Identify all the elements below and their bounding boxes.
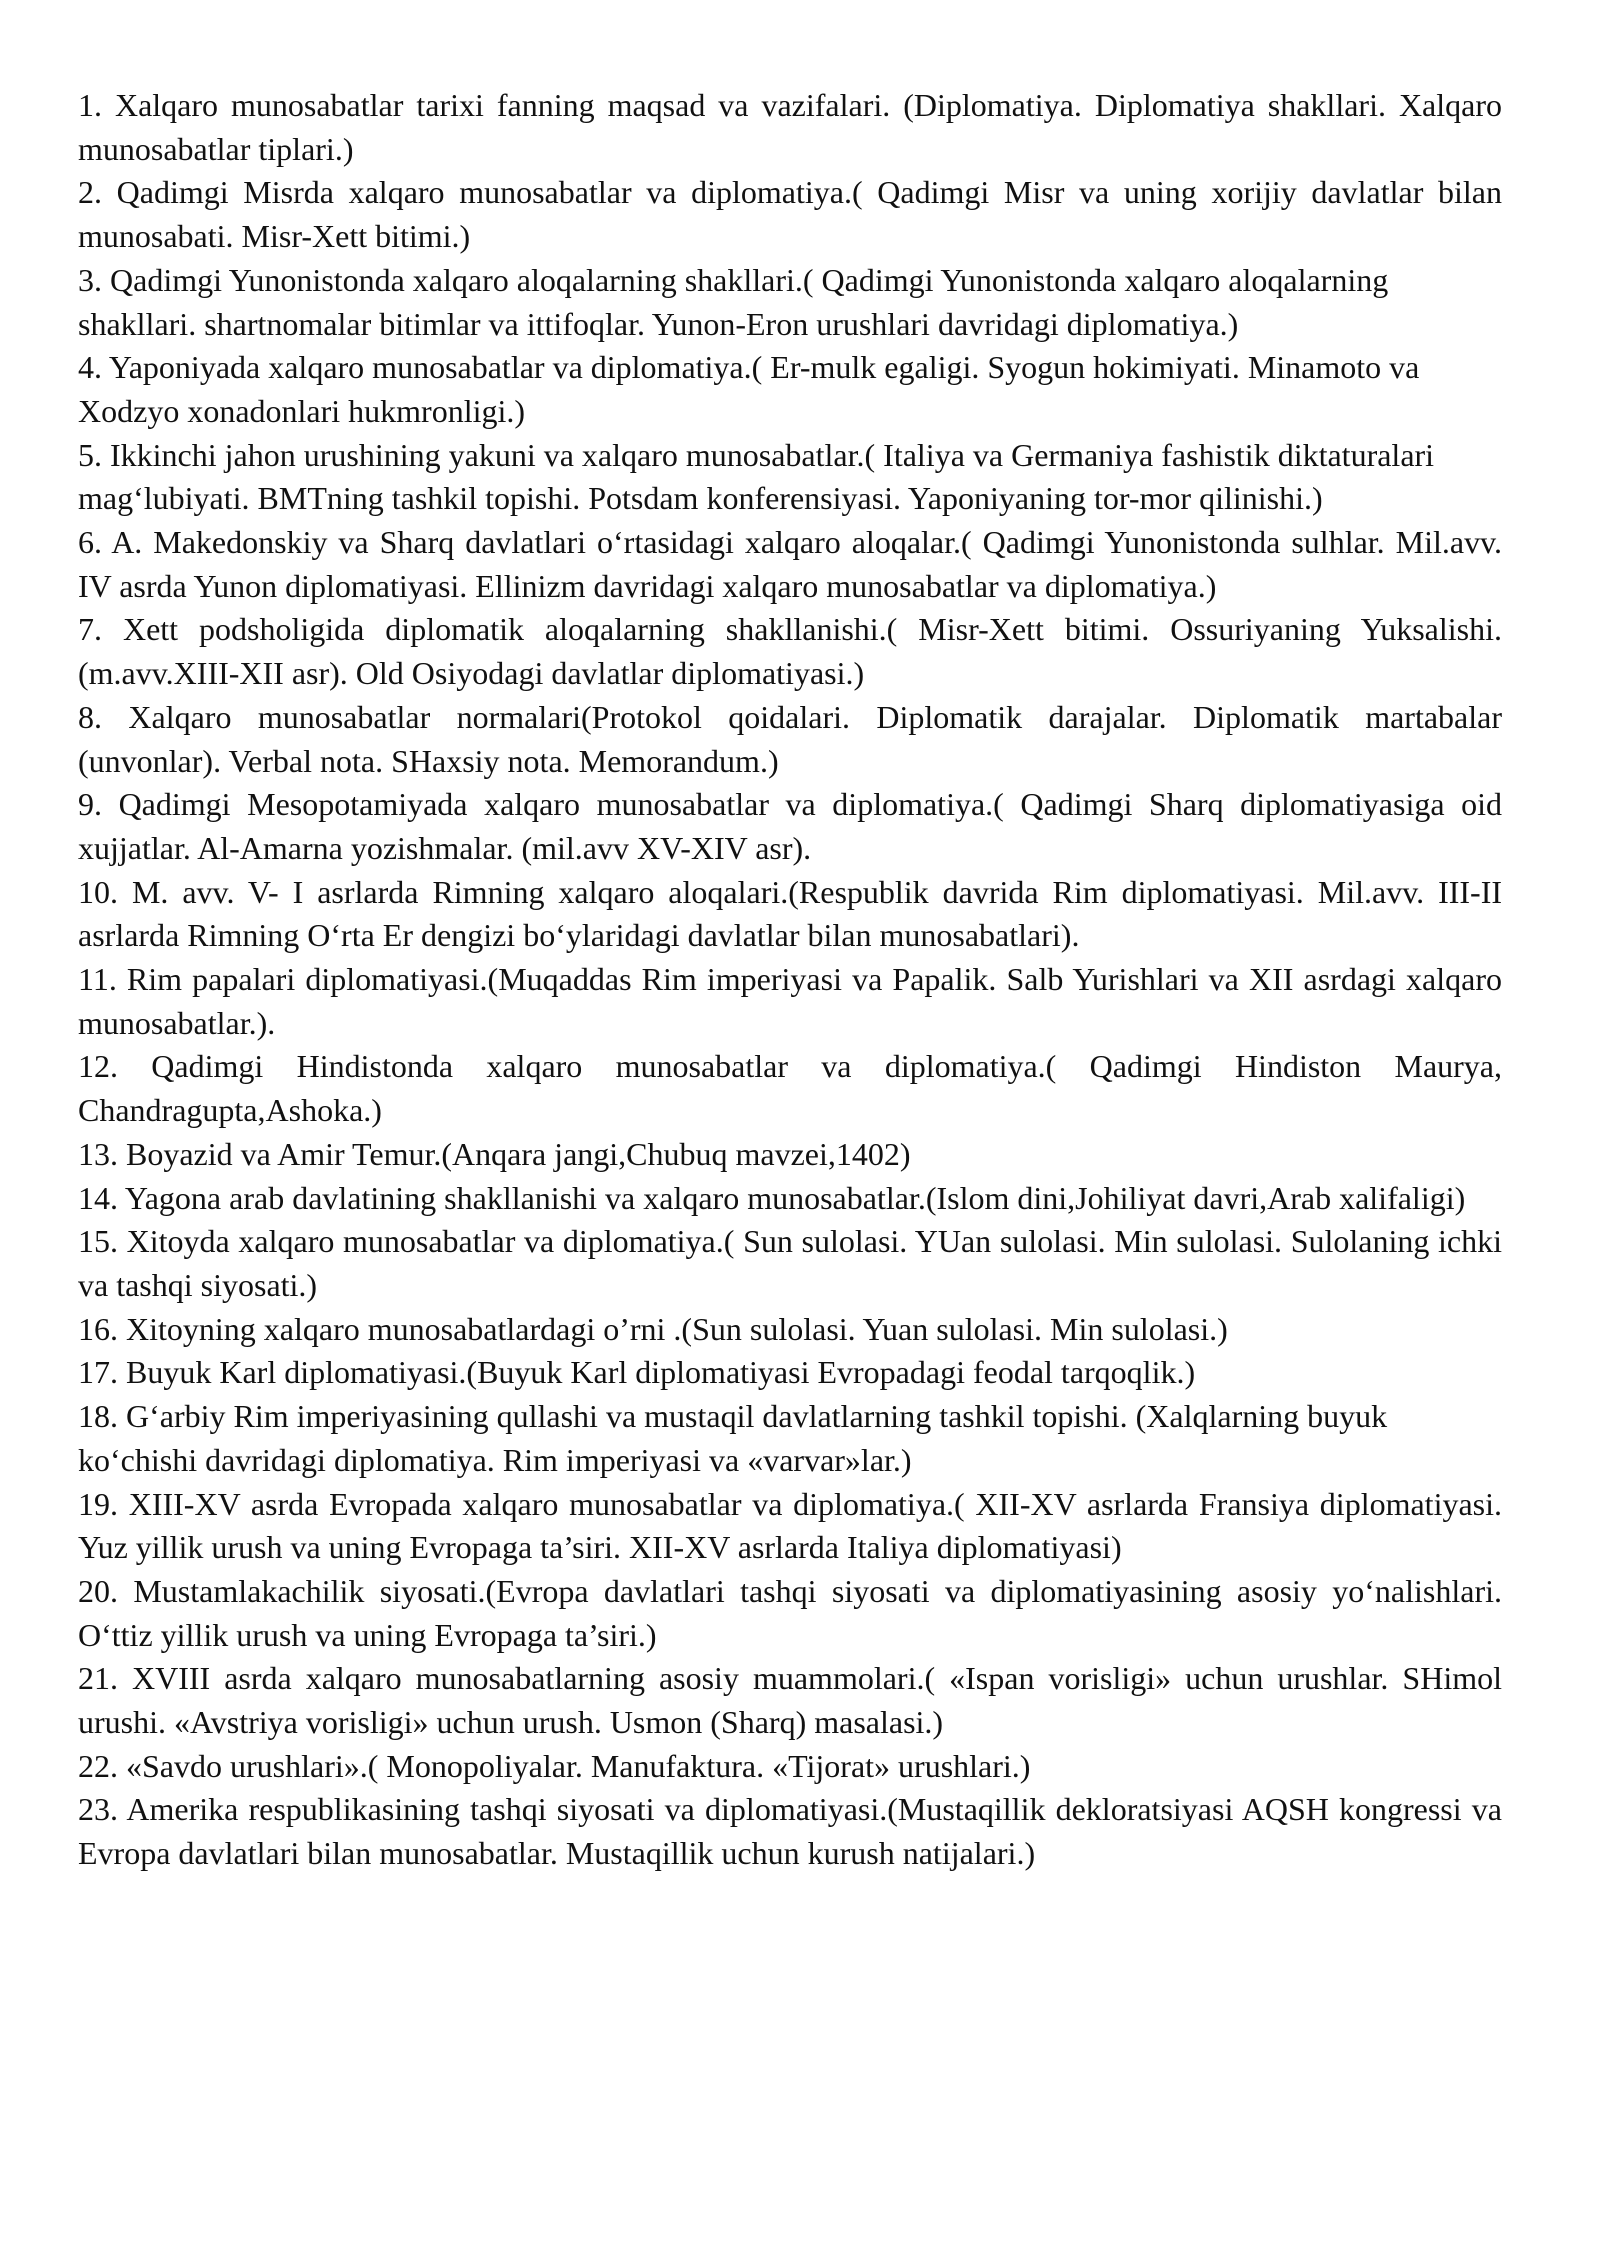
list-item-6: 6. A. Makedonskiy va Sharq davlatlari o‘rtasidagi xalqaro aloqalar.( Qadimgi Yunonistonda sulhlar. Mil.avv. IV asrda Yunon diplomatiyasi. Ellinizm davridagi xalqaro munosabatlar va diplomatiya.) [78,524,1502,604]
list-item-5: 5. Ikkinchi jahon urushining yakuni va xalqaro munosabatlar.( Italiya va Germaniya fashistik diktaturalari mag‘lubiyati. BMTning tashkil topishi. Potsdam konferensiyasi. Yaponiyaning tor-mor qilinishi.) [78,436,1435,517]
list-item-12: 12. Qadimgi Hindistonda xalqaro munosabatlar va diplomatiya.( Qadimgi Hindiston Maurya, Chandragupta,Ashoka.) [78,1048,1502,1129]
list-item-7: 7. Xett podsholigida diplomatik aloqalarning shakllanishi.( Misr-Xett bitimi. Ossuriyaning Yuksalishi. (m.avv.XIII-XII asr). Old Osiyodagi davlatlar diplomatiyasi.) [78,611,1502,692]
list-item-11: 11. Rim papalari diplomatiyasi.(Muqaddas Rim imperiyasi va Papalik. Salb Yurishlari va XII asrdagi xalqaro munosabatlar.). [78,961,1502,1041]
list-item-8: 8. Xalqaro munosabatlar normalari(Protokol qoidalari. Diplomatik darajalar. Diplomatik martabalar (unvonlar). Verbal nota. SHaxsiy nota. Memorandum.) [78,698,1502,779]
list-item-14: 14. Yagona arab davlatining shakllanishi va xalqaro munosabatlar.(Islom dini,Johiliyat davri,Arab xalifaligi) [78,1179,1466,1216]
list-item-17: 17. Buyuk Karl diplomatiyasi.(Buyuk Karl diplomatiyasi Evropadagi feodal tarqoqlik.) [78,1354,1196,1391]
list-item-1: 1. Xalqaro munosabatlar tarixi fanning maqsad va vazifalari. (Diplomatiya. Diplomatiya shakllari. Xalqaro munosabatlar tiplari.) [78,87,1502,167]
list-item-2: 2. Qadimgi Misrda xalqaro munosabatlar va diplomatiya.( Qadimgi Misr va uning xorijiy davlatlar bilan munosabati. Misr-Xett bitimi.) [78,174,1502,255]
list-item-3: 3. Qadimgi Yunonistonda xalqaro aloqalarning shakllari.( Qadimgi Yunonistonda xalqaro aloqalarning shakllari. shartnomalar bitimlar va ittifoqlar. Yunon-Eron urushlari davridagi diplomatiya.) [78,261,1389,342]
list-item-18: 18. G‘arbiy Rim imperiyasining qullashi va mustaqil davlatlarning tashkil topishi. (Xalqlarning buyuk ko‘chishi davridagi diplomatiya. Rim imperiyasi va «varvar»lar.) [78,1398,1388,1478]
list-item-16: 16. Xitoyning xalqaro munosabatlardagi o’rni .(Sun sulolasi. Yuan sulolasi. Min sulolasi.) [78,1310,1228,1347]
list-item-15: 15. Xitoyda xalqaro munosabatlar va diplomatiya.( Sun sulolasi. YUan sulolasi. Min sulolasi. Sulolaning ichki va tashqi siyosati.) [78,1223,1502,1303]
list-item-21: 21. XVIII asrda xalqaro munosabatlarning asosiy muammolari.( «Ispan vorisligi» uchun urushlar. SHimol urushi. «Avstriya vorisligi» uchun urush. Usmon (Sharq) masalasi.) [78,1660,1502,1741]
list-item-4: 4. Yaponiyada xalqaro munosabatlar va diplomatiya.( Er-mulk egaligi. Syogun hokimiyati. Minamoto va Xodzyo xonadonlari hukmronligi.) [78,349,1420,429]
list-item-22: 22. «Savdo urushlari».( Monopoliyalar. Manufaktura. «Tijorat» urushlari.) [78,1747,1031,1784]
list-item-20: 20. Mustamlakachilik siyosati.(Evropa davlatlari tashqi siyosati va diplomatiyasining asosiy yo‘nalishlari. O‘ttiz yillik urush va uning Evropaga ta’siri.) [78,1572,1502,1653]
document-page [78,84,1502,1876]
list-item-23: 23. Amerika respublikasining tashqi siyosati va diplomatiyasi.(Mustaqillik dekloratsiyasi AQSH kongressi va Evropa davlatlari bilan munosabatlar. Mustaqillik uchun kurush natijalari.) [78,1791,1502,1872]
list-item-13: 13. Boyazid va Amir Temur.(Anqara jangi,Chubuq mavzei,1402) [78,1135,911,1172]
list-item-19: 19. XIII-XV asrda Evropada xalqaro munosabatlar va diplomatiya.( XII-XV asrlarda Fransiya diplomatiyasi. Yuz yillik urush va uning Evropaga ta’siri. XII-XV asrlarda Italiya diplomatiyasi) [78,1485,1502,1566]
list-item-10: 10. M. avv. V- I asrlarda Rimning xalqaro aloqalari.(Respublik davrida Rim diplomatiyasi. Mil.avv. III-II asrlarda Rimning O‘rta Er dengizi bo‘ylaridagi davlatlar bilan munosabatlari). [78,873,1502,954]
list-item-9: 9. Qadimgi Mesopotamiyada xalqaro munosabatlar va diplomatiya.( Qadimgi Sharq diplomatiyasiga oid xujjatlar. Al-Amarna yozishmalar. (mil.avv XV-XIV asr). [78,786,1502,866]
